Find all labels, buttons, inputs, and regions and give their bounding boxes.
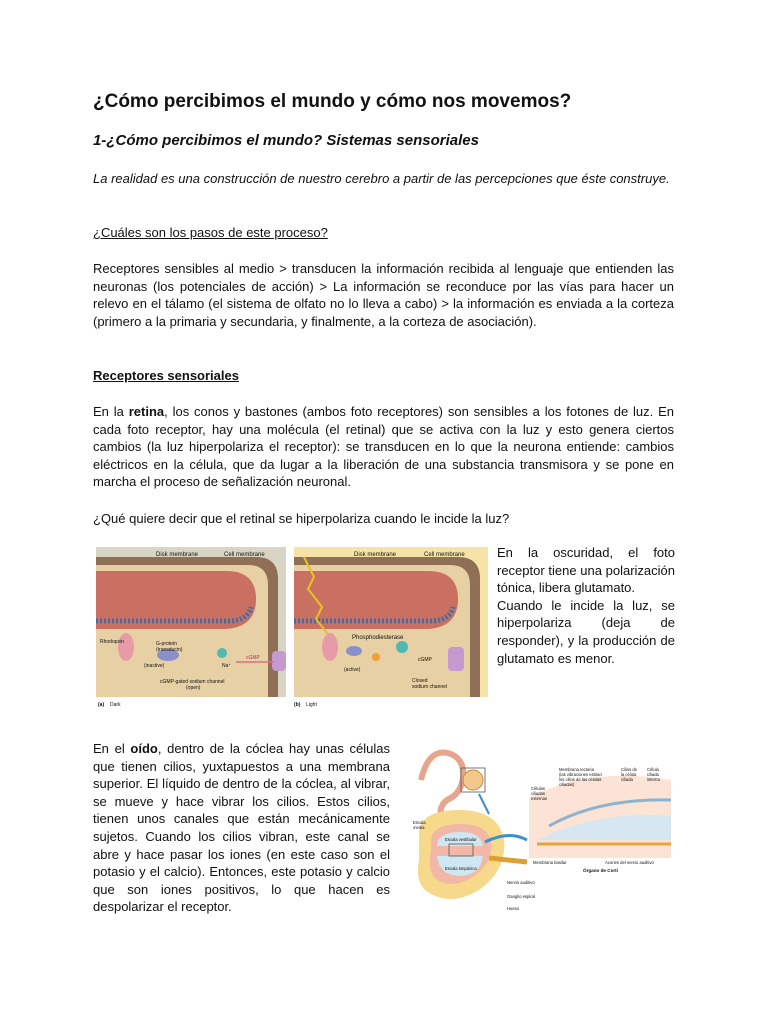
retina-pre: En la [93,404,129,419]
organo-label: Órgano de Corti [583,868,618,873]
inner-ear-inset [463,770,483,790]
nervio-label: Nervio auditivo [507,880,535,885]
light-explanation: Cuando le incide la luz, se hiperpolariza (deja de responder), y la producción de glutamato es menor. [497,597,675,666]
light-disk-label: Disk membrane [354,552,397,558]
vestibular-label: Escala vestibular [445,837,477,842]
axones-label: Axones del nervio auditivo [605,860,654,865]
question-steps: ¿Cuáles son los pasos de este proceso? [93,225,328,240]
channel-label-2: (open) [186,685,201,691]
membrana-label-4: ciliadas) [559,782,575,787]
dark-disk-label: Disk membrane [156,552,199,558]
caption-b-letter: (b) [294,702,301,708]
light-pde-shape [396,641,408,653]
photoreceptor-figure [96,547,488,709]
celula-label-1: Célula [647,767,659,772]
oido-post: , dentro de la cóclea hay unas células que tienen cilios, yuxtapuestos a una membrana superior. El líquido de dentro de la cóclea, al vibrar, se mueve y hace vibrar los cilios. Estos cilios, tienen unos canales que están mecánicamente sujetos. Cuando los cilios vibran, este canal se abre y hace pasar los iones (en este caso son el potasio y el calcio). Entonces, este potasio y calcio que son iones positivos, lo que hacen es despolarizar el receptor. [93,741,390,915]
light-rhodopsin-shape [322,633,338,661]
dark-cell-label: Cell membrane [224,552,265,558]
steps-paragraph: Receptores sensibles al medio > transducen la información recibida al lenguaje que entienden las neuronas (los potenciales de acción) > La información se reconduce por las vías para hacer un relevo en el tálamo (el sistema de olfato no lo lleva a cabo) > la información es enviada a la corteza (primero a la primaria y secundaria, y finalmente, a la corteza de asociación). [93,261,674,329]
rhodopsin-label: Rhodopsin [100,639,124,645]
transducin-label: (transducin) [156,647,183,653]
cilios-label-2: la célula [621,772,637,777]
membrana-label-1: Membrana tectoria [559,767,594,772]
inactive-label: (inactive) [144,663,165,669]
escala-media-label-2: media [413,825,425,830]
ext-label-1: Células [531,786,545,791]
closed-channel-shape [448,647,464,671]
light-gtp-shape [372,653,380,661]
closed-label-2: sodium channel [412,684,448,690]
channel-shape [272,651,286,671]
cilios-label-1: Cilios de [621,767,638,772]
light-gprotein-shape [346,646,362,656]
hueso-label: Hueso [507,906,520,911]
retina-post: , los conos y bastones (ambos foto receptores) son sensibles a los fotones de luz. En cada foto receptor, hay una molécula (el retinal) que se activa con la luz y esto genera ciertos cambios (la luz hiperpolariza el receptor): se transducen en lo que la neurona entiende: cambios eléctricos en la célula, que da lugar a la liberación de una substancia transmisora y se pone en marcha el proceso de señalización neuronal. [93,404,674,490]
ganglio-label: Ganglio espiral [507,894,535,899]
light-cell-label: Cell membrane [424,552,465,558]
membrana-label-3: los cilios de las células [559,777,602,782]
photoreceptor-side-text [497,544,675,667]
panel-light [294,547,488,708]
ext-label-3: externas [531,796,548,801]
caption-a: Dark [110,702,121,708]
pde-label: Phosphodiesterase [352,635,404,641]
active-label: (active) [344,667,361,673]
gprotein-label: G-protein [156,641,177,647]
pde-shape [217,648,227,658]
escala-media-label-1: Escala [413,820,426,825]
timpanica-label: Escala timpánica [445,866,477,871]
ext-label-2: ciliadas [531,791,545,796]
cochlea-figure [409,740,679,915]
intro-paragraph: La realidad es una construcción de nuestro cerebro a partir de las percepciones que éste construye. [93,171,670,186]
basilar-label: Membrana basilar [533,860,567,865]
closed-label-1: Closed [412,678,428,684]
section-heading: 1-¿Cómo percibimos el mundo? Sistemas sensoriales [93,132,479,149]
oido-pre: En el [93,741,131,756]
dark-cgmp-label: cGMP [246,655,260,661]
receptors-heading: Receptores sensoriales [93,368,239,383]
dark-explanation: En la oscuridad, el foto receptor tiene una polarización tónica, libera glutamato. [497,545,675,596]
question-retinal: ¿Qué quiere decir que el retinal se hiperpolariza cuando le incide la luz? [93,511,510,526]
light-cgmp-label: cGMP [418,657,432,663]
caption-a-letter: (a) [98,702,105,708]
caption-b: Light [306,702,317,708]
oido-bold: oído [130,741,158,756]
retina-paragraph [93,403,674,491]
cilios-label-3: ciliada [621,777,633,782]
channel-label-1: cGMP-gated sodium channel [160,679,225,685]
celula-label-2: ciliada [647,772,659,777]
page-title: ¿Cómo percibimos el mundo y cómo nos movemos? [93,91,572,112]
na-label: Na⁺ [222,663,232,669]
oido-paragraph [93,740,390,916]
membrana-label-2: (las vibraciones estiran [559,772,602,777]
retina-bold: retina [128,404,165,419]
panel-dark [96,547,286,708]
celula-label-3: interna [647,777,660,782]
rhodopsin-shape [118,633,134,661]
